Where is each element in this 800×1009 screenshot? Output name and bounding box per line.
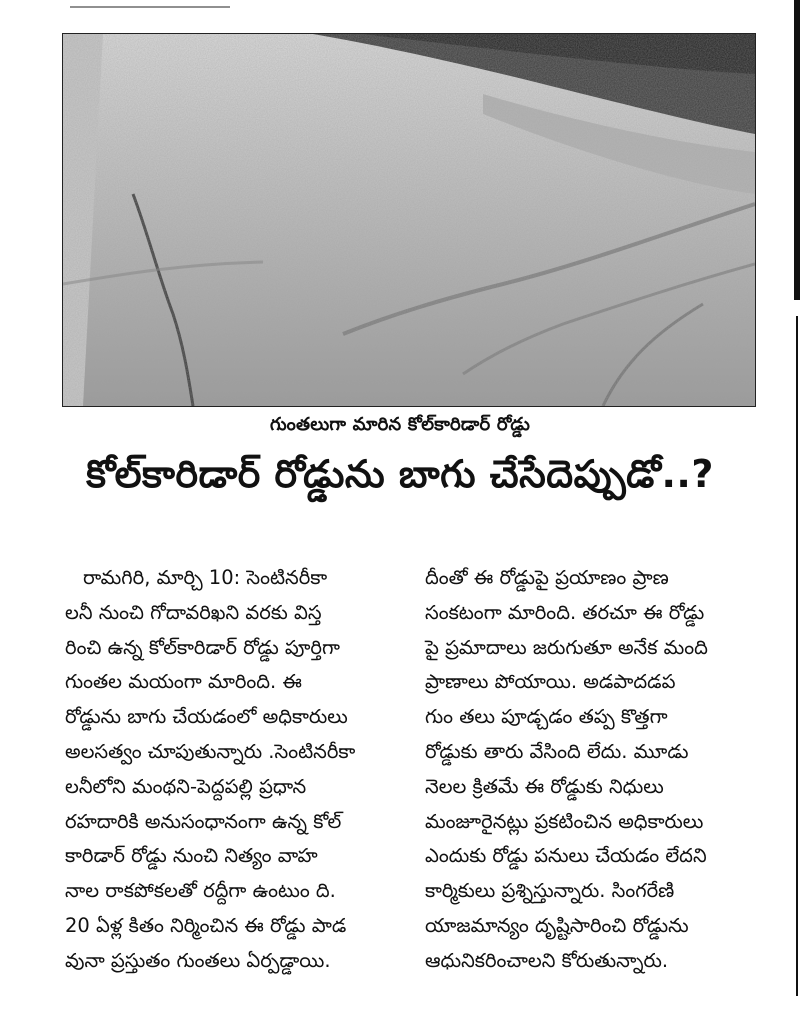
body-line: రామగిరి, మార్చి 10: సెంటినరీకా bbox=[83, 566, 328, 589]
body-line: పై ప్రమాదాలు జరుగుతూ అనేక మంది bbox=[425, 635, 708, 659]
top-clipped-strip bbox=[0, 0, 800, 26]
adjacent-article-border bbox=[794, 0, 800, 1009]
body-line: గుం తలు పూడ్చడం తప్ప కొత్తగా bbox=[425, 705, 668, 729]
body-line: దీంతో ఈ రోడ్డుపై ప్రయాణం ప్రాణ bbox=[425, 566, 669, 589]
body-line: 20 ఏళ్ల కితం నిర్మించిన ఈ రోడ్డు పాడ bbox=[65, 913, 347, 937]
article-body-right-column bbox=[425, 561, 760, 979]
body-line: సంకటంగా మారింది. తరచూ ఈ రోడ్డు bbox=[425, 600, 705, 624]
body-line: యాజమాన్యం దృష్టిసారించి రోడ్డును bbox=[425, 913, 689, 937]
body-line: లనీలోని మంథని-పెద్దపల్లి ప్రధాన bbox=[65, 774, 307, 798]
body-line: ప్రాణాలు పోయాయి. అడపాదడప bbox=[425, 670, 676, 694]
body-line: ఎందుకు రోడ్డు పనులు చేయడం లేదని bbox=[425, 844, 707, 868]
body-line: నెలల క్రితమే ఈ రోడ్డుకు నిధులు bbox=[425, 774, 664, 798]
photo-caption: గుంతలుగా మారిన కోల్‌కారిడార్ రోడ్డు bbox=[269, 414, 531, 435]
clipped-previous-text bbox=[70, 0, 230, 8]
body-line: రోడ్డును బాగు చేయడంలో అధికారులు bbox=[65, 705, 348, 729]
article-body-left-column bbox=[65, 561, 395, 979]
road-photo-illustration bbox=[63, 34, 755, 406]
border-segment bbox=[796, 316, 798, 996]
body-line: నాల రాకపోకలతో రద్దీగా ఉంటుం ది. bbox=[65, 879, 336, 903]
body-line: గుంతల మయంగా మారింది. ఈ bbox=[65, 670, 302, 694]
body-line: ఆధునికరించాలని కోరుతున్నారు. bbox=[425, 948, 669, 972]
body-line: రోడ్డుకు తారు వేసింది లేదు. మూడు bbox=[425, 739, 689, 763]
border-segment bbox=[794, 0, 800, 300]
body-line: అలసత్వం చూపుతున్నారు .సెంటినరీకా bbox=[65, 739, 356, 763]
body-line: కారిడార్ రోడ్డు నుంచి నిత్యం వాహ bbox=[65, 844, 318, 868]
body-line: రించి ఉన్న కోల్‌కారిడార్ రోడ్డు పూర్తిగా bbox=[65, 635, 340, 659]
road-photo bbox=[62, 33, 756, 407]
body-line: కార్మికులు ప్రశ్నిస్తున్నారు. సింగరేణి bbox=[425, 879, 675, 903]
body-line: లనీ నుంచి గోదావరిఖని వరకు విస్త bbox=[65, 600, 322, 624]
body-line: మంజూరైనట్లు ప్రకటించిన అధికారులు bbox=[425, 809, 704, 833]
article-headline: కోల్‌కారిడార్ రోడ్డును బాగు చేసేదెప్పుడో..? bbox=[86, 452, 714, 496]
body-line: రహదారికి అనుసంధానంగా ఉన్న కోల్ bbox=[65, 809, 342, 833]
body-line: వునా ప్రస్తుతం గుంతలు ఏర్పడ్డాయి. bbox=[65, 948, 331, 972]
